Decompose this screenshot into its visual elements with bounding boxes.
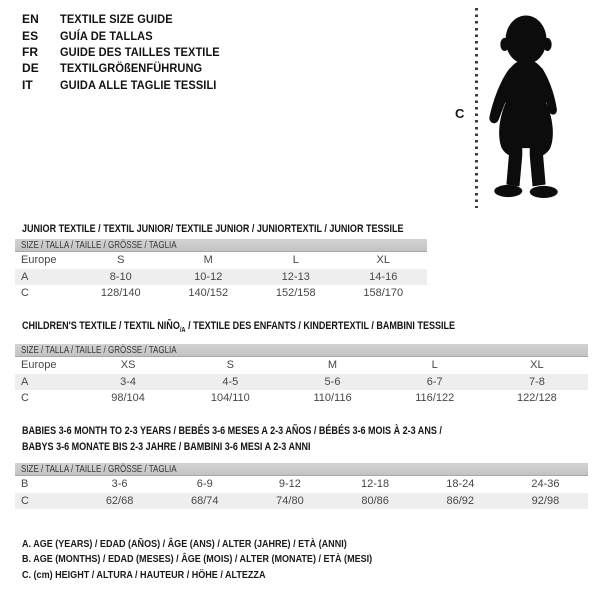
table-cell: 5-6 xyxy=(324,375,341,388)
table-cell: 86/92 xyxy=(446,494,475,507)
table-cell: S xyxy=(117,254,125,267)
size-header-text: SIZE / TALLA / TAILLE / GRÖSSE / TAGLIA xyxy=(21,344,177,356)
children-title-text: / TEXTILE DES ENFANTS / KINDERTEXTIL / BAMBINI TESSILE xyxy=(185,320,456,332)
language-row-fr xyxy=(22,44,234,60)
language-row-en xyxy=(22,11,234,27)
junior-size-header-bar xyxy=(15,239,427,252)
table-cell: 9-12 xyxy=(278,478,301,491)
height-measure-dotted-line xyxy=(475,8,478,208)
table-cell: 80/86 xyxy=(361,494,389,507)
table-cell: 6-7 xyxy=(426,375,443,388)
language-code: DE xyxy=(22,61,39,76)
language-list xyxy=(22,11,234,93)
row-label: C xyxy=(21,287,29,300)
row-label: A xyxy=(21,375,29,388)
table-cell: 4-5 xyxy=(222,375,239,388)
table-cell: 140/152 xyxy=(188,287,229,300)
table-row xyxy=(15,374,588,391)
note-a: A. AGE (YEARS) / EDAD (AÑOS) / ÂGE (ANS) / ALTER (JAHRE) / ETÀ (ANNI) xyxy=(22,537,347,550)
babies-title-line1: BABIES 3-6 MONTH TO 2-3 YEARS / BEBÉS 3-6 MESES A 2-3 AÑOS / BÉBÉS 3-6 MOIS À 2-3 ANS / xyxy=(22,425,442,437)
table-cell: 3-6 xyxy=(111,478,128,491)
legend-notes xyxy=(22,536,429,583)
table-cell: 7-8 xyxy=(528,375,545,388)
language-title: TEXTILE SIZE GUIDE xyxy=(60,12,173,27)
language-title: GUIDE DES TAILLES TEXTILE xyxy=(60,44,220,59)
table-cell: M xyxy=(203,254,213,267)
language-title: GUÍA DE TALLAS xyxy=(60,28,153,43)
baby-silhouette-icon xyxy=(484,8,568,206)
table-cell: 128/140 xyxy=(100,287,141,300)
table-cell: 68/74 xyxy=(190,494,219,507)
children-size-header-bar xyxy=(15,344,588,357)
language-row-es xyxy=(22,27,234,43)
language-row-de xyxy=(22,60,234,76)
table-cell: 92/98 xyxy=(531,494,560,507)
table-cell: XS xyxy=(120,359,136,372)
note-c: C. (cm) HEIGHT / ALTURA / HAUTEUR / HÖHE / ALTEZZA xyxy=(22,568,266,581)
junior-section-title: JUNIOR TEXTILE / TEXTIL JUNIOR/ TEXTILE JUNIOR / JUNIORTEXTIL / JUNIOR TESSILE xyxy=(22,223,404,235)
table-row xyxy=(15,476,588,493)
language-code: IT xyxy=(22,77,33,92)
table-cell: 3-4 xyxy=(120,375,137,388)
babies-title-line2: BABYS 3-6 MONATE BIS 2-3 JAHRE / BAMBINI 3-6 MESI A 2-3 ANNI xyxy=(22,441,311,453)
table-row xyxy=(15,269,427,286)
table-cell: S xyxy=(226,359,234,372)
size-header-text: SIZE / TALLA / TAILLE / GRÖSSE / TAGLIA xyxy=(21,239,177,251)
row-label: C xyxy=(21,392,29,405)
language-title: GUIDA ALLE TAGLIE TESSILI xyxy=(60,77,217,92)
height-measure-label: C xyxy=(455,106,465,121)
table-cell: 62/68 xyxy=(105,494,134,507)
row-label: Europe xyxy=(21,254,57,267)
table-cell: 10-12 xyxy=(194,270,223,283)
table-cell: 152/158 xyxy=(275,287,316,300)
table-row xyxy=(15,285,427,302)
table-row xyxy=(15,357,588,374)
children-size-table xyxy=(15,344,588,407)
table-cell: 110/116 xyxy=(313,392,352,405)
babies-size-header-bar xyxy=(15,463,588,476)
table-cell: XL xyxy=(530,359,544,372)
children-section-title xyxy=(22,318,455,339)
table-cell: 74/80 xyxy=(276,494,304,507)
language-code: FR xyxy=(22,44,39,59)
table-row xyxy=(15,390,588,407)
size-header-text: SIZE / TALLA / TAILLE / GRÖSSE / TAGLIA xyxy=(21,463,177,475)
table-cell: 122/128 xyxy=(517,392,557,405)
table-cell: 12-13 xyxy=(281,270,310,283)
table-cell: L xyxy=(292,254,299,267)
table-cell: M xyxy=(327,359,338,372)
row-label: C xyxy=(21,494,29,507)
junior-size-table xyxy=(15,239,427,302)
babies-size-table xyxy=(15,463,588,509)
table-cell: L xyxy=(431,359,438,372)
note-b: B. AGE (MONTHS) / EDAD (MESES) / ÂGE (MOIS) / ALTER (MONATE) / ETÀ (MESI) xyxy=(22,553,373,566)
table-cell: 116/122 xyxy=(415,392,455,405)
table-cell: 18-24 xyxy=(446,478,475,491)
babies-section-title xyxy=(22,423,442,455)
row-label: Europe xyxy=(21,359,57,372)
table-cell: 6-9 xyxy=(196,478,213,491)
table-cell: 98/104 xyxy=(111,392,145,405)
table-row xyxy=(15,493,588,510)
row-label: B xyxy=(21,478,29,491)
language-code: ES xyxy=(22,28,39,43)
table-cell: 14-16 xyxy=(369,270,398,283)
table-cell: 104/110 xyxy=(210,392,250,405)
language-title: TEXTILGRÖßENFÜHRUNG xyxy=(60,61,203,76)
table-cell: XL xyxy=(376,254,390,267)
row-label: A xyxy=(21,270,29,283)
table-row xyxy=(15,252,427,269)
table-cell: 158/170 xyxy=(363,287,404,300)
table-cell: 12-18 xyxy=(361,478,390,491)
language-row-it xyxy=(22,77,234,93)
table-cell: 8-10 xyxy=(109,270,132,283)
table-cell: 24-36 xyxy=(531,478,560,491)
children-title-subscript: /A xyxy=(179,327,186,335)
language-code: EN xyxy=(22,12,39,27)
children-title-text: CHILDREN'S TEXTILE / TEXTIL NIÑO xyxy=(22,320,180,332)
